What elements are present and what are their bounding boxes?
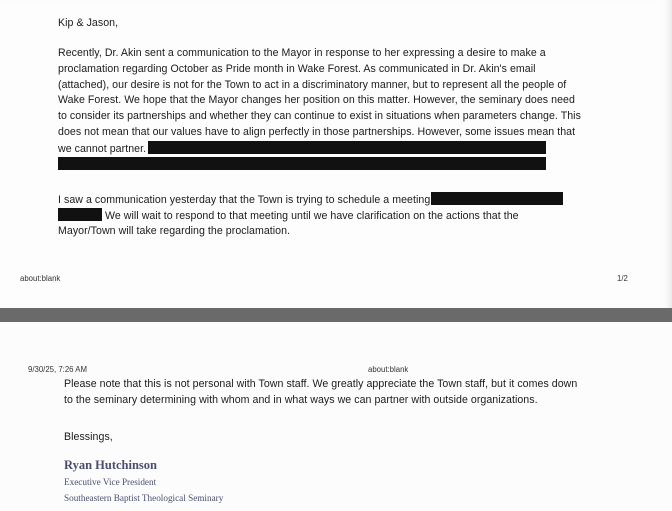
paragraph-1-line: proclamation regarding October as Pride month in Wake Forest. As communicated in Dr. Akin's email <box>58 62 536 75</box>
paragraph-2 <box>58 192 618 239</box>
paragraph-1-line: Recently, Dr. Akin sent a communication to the Mayor in response to her expressing a desire to make a <box>58 47 546 59</box>
paragraph-2-line: Mayor/Town will take regarding the proclamation. <box>58 224 291 237</box>
paragraph-2-line-text: We will wait to respond to that meeting until we have clarification on the actions that the <box>102 209 519 222</box>
paragraph-1-line-text: we cannot partner. <box>58 142 147 155</box>
paragraph-1 <box>58 46 618 172</box>
letter-page-2 <box>0 322 672 511</box>
closing: Blessings, <box>64 431 113 443</box>
paragraph-1-line: to consider its partnerships and whether they can continue to exist in situations when parameters change. This <box>58 110 581 123</box>
page-header-timestamp: 9/30/25, 7:26 AM <box>28 365 87 374</box>
paragraph-1-line: Wake Forest. We hope that the Mayor changes her position on this matter. However, the seminary does need <box>58 94 575 107</box>
redaction-bar <box>58 157 546 170</box>
paragraph-2-line <box>58 192 618 208</box>
signature-organization: Southeastern Baptist Theological Seminary <box>64 493 224 503</box>
greeting: Kip & Jason, <box>58 17 119 29</box>
paragraph-1-last-line <box>58 141 618 157</box>
paragraph-1-line: does not mean that our values have to align perfectly in those partnerships. However, some issues mean that <box>58 125 576 138</box>
paragraph-2-line-text: I saw a communication yesterday that the Town is trying to schedule a meeting <box>58 194 431 206</box>
paragraph-1-line: (attached), our desire is not for the Town to act in a discriminatory manner, but to represent all the people of <box>58 78 567 91</box>
paragraph-3 <box>64 377 644 409</box>
page-separator <box>0 308 672 322</box>
paragraph-2-line <box>58 208 618 224</box>
page-footer-url: about:blank <box>20 274 61 283</box>
page-header-url: about:blank <box>368 365 409 374</box>
redaction-bar <box>58 208 102 221</box>
page-number: 1/2 <box>617 274 628 283</box>
paragraph-3-line: to the seminary determining with whom and in what ways we can partner with outside organizations. <box>64 393 538 406</box>
redacted-line <box>58 157 618 173</box>
redaction-bar <box>431 192 563 205</box>
signature-name: Ryan Hutchinson <box>64 458 157 472</box>
signature-title: Executive Vice President <box>64 477 157 487</box>
paragraph-3-line: Please note that this is not personal with Town staff. We greatly appreciate the Town staff, but it comes down <box>64 378 578 390</box>
redaction-bar <box>148 141 546 154</box>
